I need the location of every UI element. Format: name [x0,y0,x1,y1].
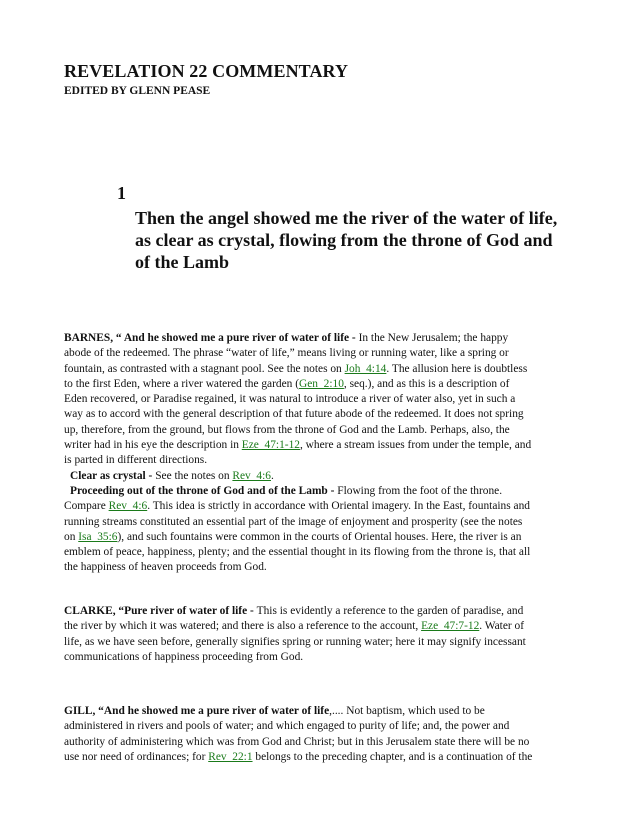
scripture-link-rev-22-1[interactable]: Rev_22:1 [208,750,253,763]
text-line: abode of the redeemed. The phrase “water of life,” means living or running water, like a spring or [64,347,509,360]
text-run: to the first Eden, where a river watered the garden ( [64,377,299,390]
text-run: Flowing from the foot of the throne. [337,484,503,497]
text-run: use nor need of ordinances; for [64,750,209,763]
text-run: This is evidently a reference to the garden of paradise, and [256,605,524,617]
scripture-link-eze-47-7-12[interactable]: Eze_47:7-12 [421,620,480,633]
document-subtitle: EDITED BY GLENN PEASE [64,85,211,97]
text-run: ,.... Not baptism, which used to be [329,705,485,717]
text-line [64,484,584,499]
commentary-lead: BARNES, “ And he showed me a pure river of water of life - [64,332,359,344]
text-line [64,377,584,392]
text-line [64,619,584,634]
text-run: . This idea is strictly in accordance with Oriental imagery. In the East, fountains and [147,500,530,513]
text-run: In the New Jerusalem; the happy [358,332,509,344]
scripture-link-isa-35-6[interactable]: Isa_35:6 [78,530,118,543]
scripture-link-joh-4-14[interactable]: Joh_4:14 [344,362,387,375]
text-run: on [64,530,79,543]
text-line: way as to accord with the general description of that future abode of the redeemed. It does not spring [64,408,524,421]
text-run: fountain, as contrasted with a stagnant pool. See the notes on [64,362,345,375]
text-run: . [271,469,274,482]
text-line: is parted in different directions. [64,454,208,467]
commentary-lead: GILL, “And he showed me a pure river of water of life [64,705,330,717]
text-line [64,604,584,619]
barnes-commentary [64,331,584,576]
text-line [64,362,584,377]
text-run: , seq.), and as this is a description of [343,377,510,390]
text-line: Eden recovered, or Paradise regained, it was natural to introduce a river of water also, yet in such a [64,393,516,406]
text-run: belongs to the preceding chapter, and is a continuation of the [252,750,533,763]
text-line [64,750,584,765]
text-run: Compare [64,500,109,513]
text-line [64,438,584,453]
text-run: the river by which it was watered; and there is also a reference to the account, [64,620,422,633]
scripture-link-eze-47-1-12[interactable]: Eze_47:1-12 [241,439,300,452]
text-line: the happiness of heaven proceeds from God. [64,561,267,574]
text-line: up, therefore, from the ground, but flows from the throne of God and the Lamb. Perhaps, also, the [64,423,510,436]
verse-number: 1 [117,183,126,203]
text-run: See the notes on [155,469,233,482]
scripture-link-gen-2-10[interactable]: Gen_2:10 [298,377,344,390]
commentary-lead: Proceeding out of the throne of God and of the Lamb - [70,484,338,497]
scripture-link-rev-4-6[interactable]: Rev_4:6 [108,500,148,513]
text-run: writer had in his eye the description in [64,439,242,452]
text-line: administered in rivers and pools of water; and which engaged to purity of life; and, the power and [64,720,510,733]
commentary-lead: Clear as crystal - [70,469,156,482]
verse-text [135,207,605,273]
gill-commentary [64,704,584,765]
commentary-lead: CLARKE, “Pure river of water of life - [64,605,257,617]
text-line: communications of happiness proceeding from God. [64,650,304,663]
text-line: authority of administering which was from God and Christ; but in this Jerusalem state there will be no [64,735,530,748]
text-line: life, as we have seen before, generally signifies spring or running water; here it may signify incessant [64,635,526,648]
text-run: , where a stream issues from under the temple, and [299,439,532,452]
text-run: . Water of [479,620,525,633]
scripture-link-rev-4-6[interactable]: Rev_4:6 [232,469,271,482]
verse-line: Then the angel showed me the river of the water of life, [135,208,558,228]
clarke-commentary [64,604,584,665]
document-title: REVELATION 22 COMMENTARY [64,61,349,81]
text-line [64,530,584,545]
verse-line: of the Lamb [135,252,229,272]
text-line [64,704,584,719]
verse-line: as clear as crystal, flowing from the throne of God and [135,230,553,250]
text-line [64,469,584,484]
text-line: running streams constituted an essential part of the image of enjoyment and prosperity (see the notes [64,515,523,528]
text-run: ), and such fountains were common in the courts of Oriental houses. Here, the river is an [117,530,522,543]
text-line [64,331,584,346]
text-line: emblem of peace, happiness, plenty; and the essential thought in its flowing from the throne is, that all [64,546,531,559]
text-line [64,499,584,514]
text-run: . The allusion here is doubtless [386,362,528,375]
